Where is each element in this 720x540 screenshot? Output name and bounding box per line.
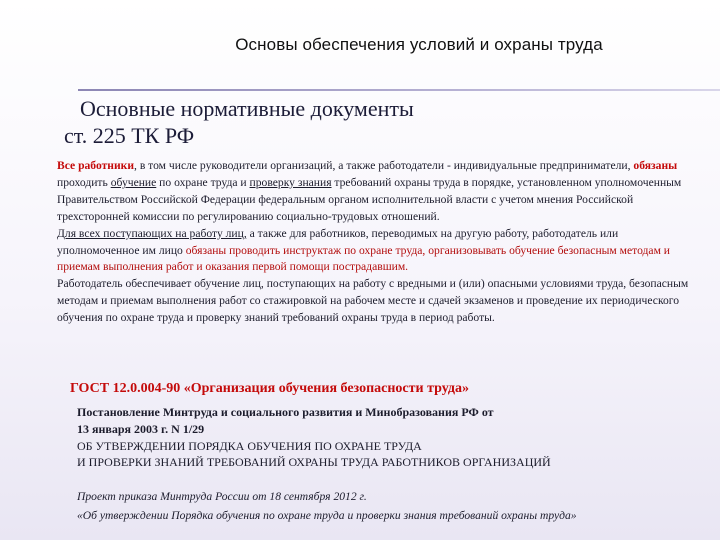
project-line-2: «Об утверждении Порядка обучения по охране труда и проверки знания требований охраны труда» [77, 509, 577, 522]
emphasis-safe-methods: организовывать обучение безопасным методам и приемам выполнения работ и оказания первой помощи пострадавшим. [57, 243, 671, 274]
article-reference: ст. 225 ТК РФ [64, 123, 195, 148]
paragraph-training-obligation: Все работники, в том числе руководители организаций, а также работодатели - индивидуальные предприниматели, обязаны проходить обучение по охране труда и проверку знания требований охраны труда в порядке, установленном уполномоченным Правительством Российской Федерации федеральным органом исполнительной власти с учетом мнения Российской трехсторонней комиссии по регулированию социально-трудовых отношений. [57, 159, 682, 223]
article-body [57, 158, 697, 327]
project-block [77, 487, 702, 525]
paragraph-instruction: Для всех поступающих на работу лиц, а также для работников, переводимых на другую работу, работодатель или уполномоченное им лицо обязаны проводить инструктаж по охране труда, организовывать обучение безопасным методам и приемам выполнения работ и оказания первой помощи пострадавшим. [57, 226, 671, 274]
emphasis-instruction: обязаны проводить инструктаж по охране труда, [185, 243, 426, 257]
emphasis-obliged: обязаны [633, 159, 678, 172]
slide-header-title: Основы обеспечения условий и охраны труда [235, 35, 603, 54]
section-heading: Основные нормативные документы [80, 96, 414, 121]
decree-line-3: ОБ УТВЕРЖДЕНИИ ПОРЯДКА ОБУЧЕНИЯ ПО ОХРАНЕ ТРУДА [77, 438, 422, 453]
project-line-1: Проект приказа Минтруда России от 18 сентября 2012 г. [77, 490, 367, 503]
emphasis-all-workers: Все работники [57, 159, 135, 172]
decree-line-4: И ПРОВЕРКИ ЗНАНИЙ ТРЕБОВАНИЙ ОХРАНЫ ТРУДА РАБОТНИКОВ ОРГАНИЗАЦИЙ [77, 455, 551, 470]
underline-training: обучение [110, 175, 157, 189]
header-divider [78, 89, 720, 91]
paragraph-hazardous-work: Работодатель обеспечивает обучение лиц, поступающих на работу с вредными и (или) опасными условиями труда, безопасным методам и приемам выполнения работ со стажировкой на рабочем месте и сдачей экзаменов и проведение их периодического обучения по охране труда и проверку знаний требований охраны труда в период работы. [57, 277, 689, 325]
decree-line-2: 13 января 2003 г. N 1/29 [77, 421, 205, 436]
underline-new-hires: Для всех поступающих на работу лиц, [57, 226, 247, 240]
decree-line-1: Постановление Минтруда и социального развития и Минобразования РФ от [77, 405, 494, 419]
decree-block [77, 404, 697, 471]
gost-title: ГОСТ 12.0.004-90 «Организация обучения безопасности труда» [70, 381, 469, 396]
underline-knowledge-check: проверку знания [249, 175, 332, 189]
